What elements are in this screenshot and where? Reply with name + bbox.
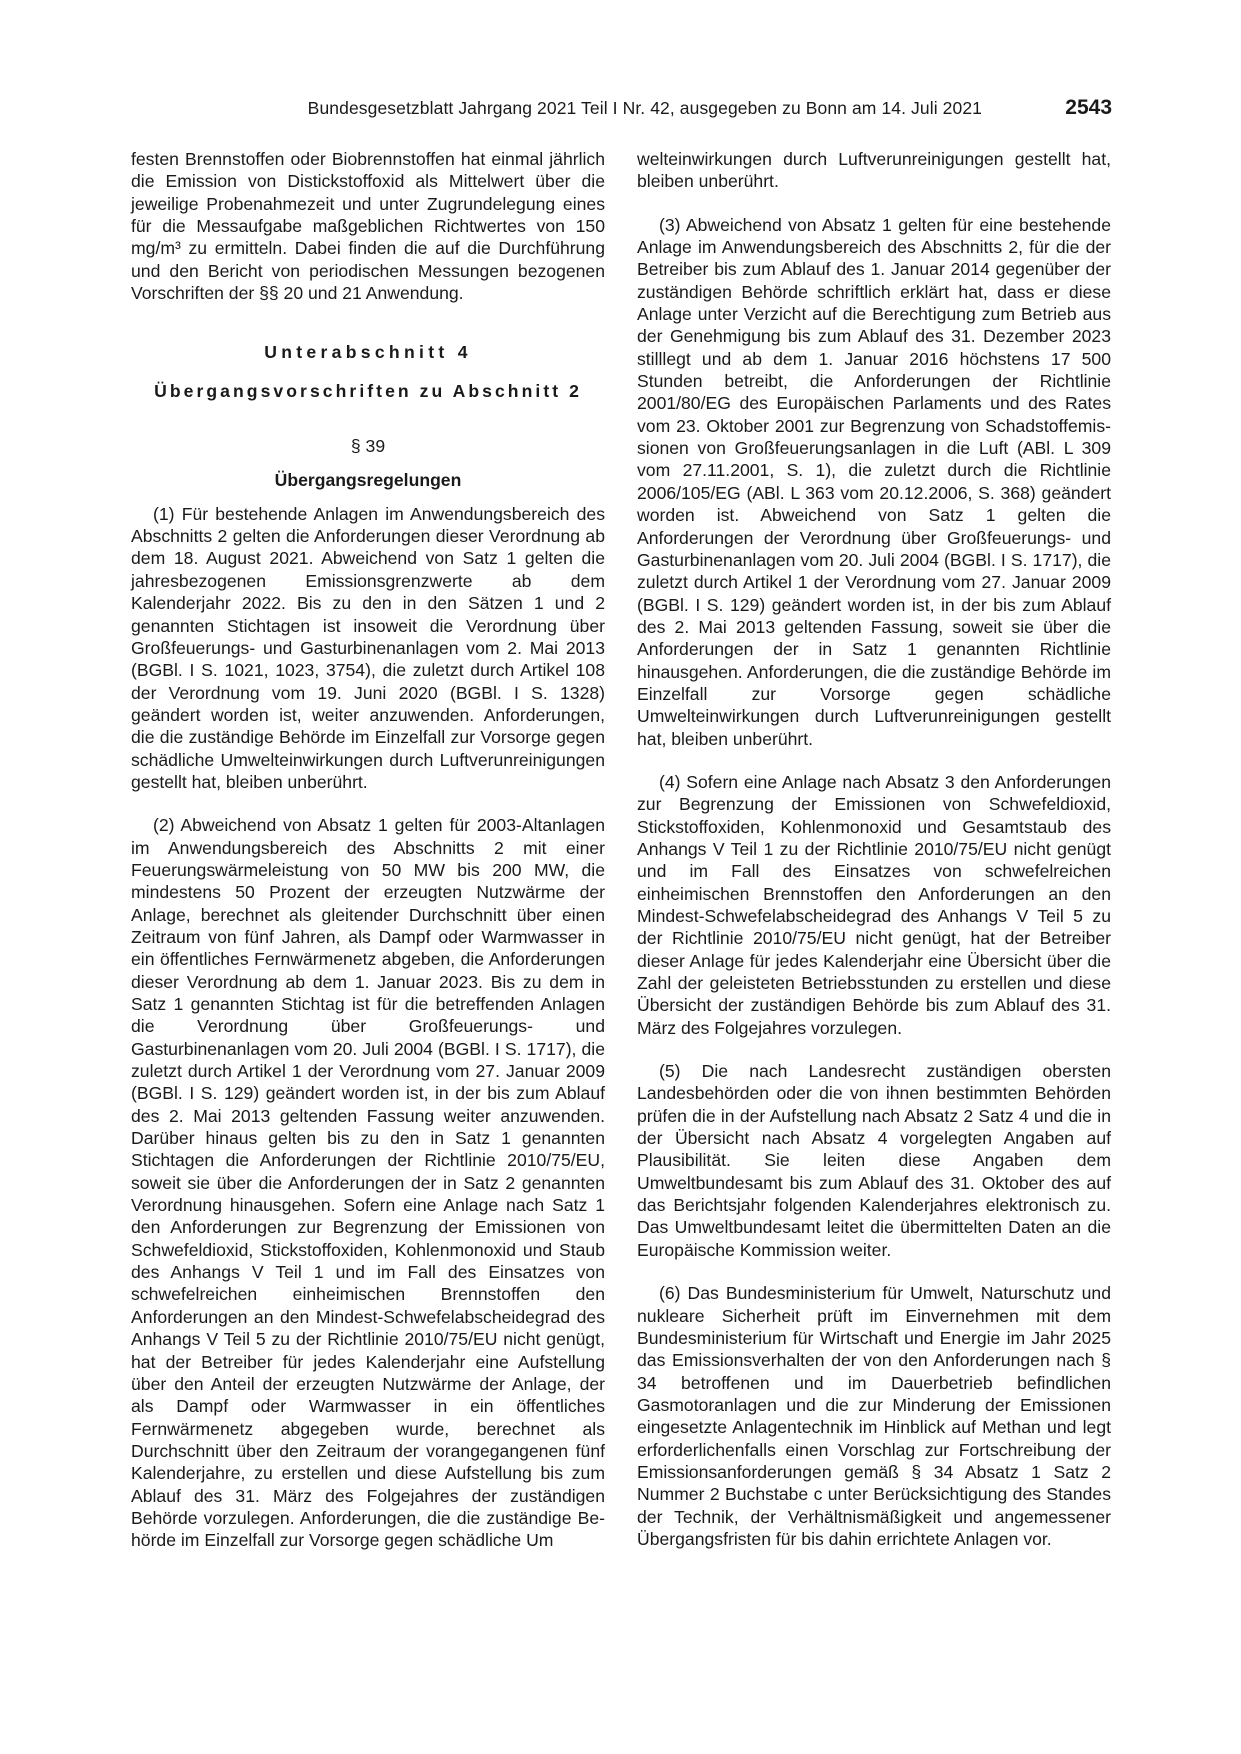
- section-title: Übergangsregelungen: [274, 470, 462, 491]
- paragraph-6: (6) Das Bundesministerium für Umwelt, Naturschutz und nukleare Sicherheit prüft im Einvernehmen mit dem Bundesministerium für Wirtschaft und Energie im Jahr 2025 das Emissionsverhalten der von den Anforderungen nach § 34 betroffenen und im Dauerbetrieb befindlichen Gasmotoranlagen und die zur Minderung der Emissionen eingesetzte Anlagentechnik im Hinblick auf Methan und legt erforderlichenfalls einen Vorschlag zur Fortschreibung der Emissionsanforderungen gemäß § 34 Absatz 1 Satz 2 Nummer 2 Buchstabe c unter Berücksichtigung des Standes der Technik, der Verhältnismäßigkeit und angemessener Übergangsfristen für bis dahin errichtete Anlagen vor.: [637, 1283, 1111, 1549]
- subsection-title: Unterabschnitt 4: [264, 342, 472, 363]
- continued-paragraph: welteinwirkungen durch Luftverunreinigungen gestellt hat, bleiben unberührt.: [637, 149, 1111, 192]
- subsection-subtitle: Übergangsvorschriften zu Abschnitt 2: [154, 380, 582, 401]
- paragraph-5: (5) Die nach Landesrecht zuständigen obersten Landesbehörden oder die von ihnen bestimmten Behörden prüfen die in der Aufstellung nach Absatz 2 Satz 4 und die in der Übersicht nach Absatz 4 vorgelegten Angaben auf Plausibilität. Sie leiten diese Angaben dem Umweltbundesamt bis zum Ablauf des 31. Oktober des auf das Berichtsjahr folgenden Kalenderjahres elektronisch zu. Das Umweltbundesamt leitet die übermittelten Daten an die Europäische Kommission weiter.: [637, 1061, 1111, 1260]
- left-column: [131, 148, 605, 1552]
- page-number: 2543: [1065, 96, 1112, 119]
- section-number: § 39: [350, 436, 386, 457]
- continued-paragraph: festen Brennstoffen oder Biobrennstoffen hat einmal jährlich die Emission von Distickstoffoxid als Mittelwert über die jeweilige Probenahmezeit und unter Zugrundelegung eines für die Messaufgabe maßgeblichen Richtwertes von 150 mg/m³ zu ermitteln. Dabei finden die auf die Durchführung und den Bericht von periodischen Messungen bezogenen Vorschriften der §§ 20 und 21 Anwendung.: [131, 149, 605, 304]
- right-column: [637, 148, 1111, 1550]
- paragraph-1: (1) Für bestehende Anlagen im Anwendungsbereich des Abschnitts 2 gelten die Anforderungen dieser Verordnung ab dem 18. August 2021. Abweichend von Satz 1 gelten die jahresbezogenen Emissionsgrenzwerte ab dem Kalenderjahr 2022. Bis zu den in den Sätzen 1 und 2 genannten Stichtagen ist insoweit die Verordnung über Großfeuerungs- und Gasturbinenanlagen vom 2. Mai 2013 (BGBl. I S. 1021, 1023, 3754), die zuletzt durch Artikel 108 der Verordnung vom 19. Juni 2020 (BGBl. I S. 1328) geändert worden ist, weiter anzuwenden. Anforderungen, die die zuständige Behörde im Einzelfall zur Vorsorge gegen schädliche Umwelteinwirkungen durch Luftverunreinigungen gestellt hat, bleiben unberührt.: [131, 503, 605, 792]
- paragraph-3: (3) Abweichend von Absatz 1 gelten für eine bestehende Anlage im Anwendungsbereich des Abschnitts 2, für die der Betreiber bis zum Ablauf des 1. Januar 2014 gegenüber der zuständigen Behörde schriftlich erklärt hat, dass er diese Anlage unter Verzicht auf die Berechtigung zum Betrieb aus der Genehmigung bis zum Ablauf des 31. Dezember 2023 stilllegt und ab dem 1. Januar 2016 höchstens 17 500 Stunden betreibt, die Anforderungen der Richtlinie 2001/80/EG des Europäischen Parlaments und des Rates vom 23. Oktober 2001 zur Begrenzung von Schadstoffemissionen von Großfeuerungsanlagen in die Luft (ABl. L 309 vom 27.11.2001, S. 1), die zuletzt durch die Richtlinie 2006/105/EG (ABl. L 363 vom 20.12.2006, S. 368) geändert worden ist. Abweichend von Satz 1 gelten die Anforderungen der Verordnung über Großfeuerungs- und Gasturbinenanlagen vom 20. Juli 2004 (BGBl. I S. 1717), die zuletzt durch Artikel 1 der Verordnung vom 27. Januar 2009 (BGBl. I S. 129) geändert worden ist, in der bis zum Ablauf des 2. Mai 2013 geltenden Fassung, soweit sie über die Anforderungen der in Satz 1 genannten Richtlinie hinausgehen. Anforderungen, die die zuständige Behörde im Einzelfall zur Vorsorge gegen schädliche Umwelteinwirkungen durch Luftverunreinigungen gestellt hat, bleiben unberührt.: [637, 214, 1111, 749]
- paragraph-4: (4) Sofern eine Anlage nach Absatz 3 den Anforderungen zur Begrenzung der Emissionen von Schwefeldioxid, Stickstoffoxiden, Kohlenmonoxid und Gesamtstaub des Anhangs V Teil 1 zu der Richtlinie 2010/75/EU nicht genügt und im Fall des Einsatzes von schwefelreichen einheimischen Brennstoffen den Anforderungen an den Mindest-Schwefelabscheidegrad des Anhangs V Teil 5 zu der Richtlinie 2010/75/EU nicht genügt, hat der Betreiber dieser Anlage für jedes Kalenderjahr eine Übersicht über die Zahl der geleisteten Betriebsstunden zu erstellen und diese Übersicht der zuständigen Behörde bis zum Ablauf des 31. März des Folgejahres vorzulegen.: [637, 771, 1111, 1038]
- running-header: [130, 98, 1112, 128]
- paragraph-2: (2) Abweichend von Absatz 1 gelten für 2003-Altanlagen im Anwendungsbereich des Abschnitts 2 mit einer Feuerungswärmeleistung von 50 MW bis 200 MW, die mindestens 50 Prozent der erzeugten Nutzwärme der Anlage, berechnet als gleitender Durchschnitt über einen Zeitraum von fünf Jahren, als Dampf oder Warmwasser in ein öffentliches Fernwärmenetz abgeben, die Anforderungen dieser Verordnung ab dem 1. Januar 2023. Bis zu dem in Satz 1 genannten Stichtag ist für die betreffenden Anlagen die Verordnung über Großfeuerungs- und Gasturbinenanlagen vom 20. Juli 2004 (BGBl. I S. 1717), die zuletzt durch Artikel 1 der Verordnung vom 27. Januar 2009 (BGBl. I S. 129) geändert worden ist, in der bis zum Ablauf des 2. Mai 2013 geltenden Fassung weiter anzuwenden. Darüber hinaus gelten bis zu den in Satz 1 genannten Stichtagen die Anforderungen der Richtlinie 2010/75/EU, soweit sie über die Anforderungen der in Satz 2 genannten Verordnung hinausgehen. Sofern eine Anlage nach Satz 1 den Anforderungen zur Begrenzung der Emissionen von Schwefeldioxid, Stickstoffoxiden, Kohlenmonoxid und Staub des Anhangs V Teil 1 und im Fall des Einsatzes von schwefelreichen einheimischen Brennstoffen den Anforderungen an den Mindest-Schwefelabscheidegrad des Anhangs V Teil 5 zu der Richtlinie 2010/75/EU nicht genügt, hat der Betreiber für jedes Kalenderjahr eine Aufstellung über den Anteil der erzeugten Nutzwärme der Anlage, der als Dampf oder Warmwasser in ein öffentliches Fernwärmenetz abgegeben wurde, berechnet als Durchschnitt über den Zeitraum der vorangegangenen fünf Kalenderjahre, zu erstellen und diese Aufstellung bis zum Ablauf des 31. März des Folgejahres der zuständigen Behörde vorzulegen. Anforderungen, die die zuständige Behörde im Einzelfall zur Vorsorge gegen schädliche Um: [131, 815, 605, 1551]
- header-title: Bundesgesetzblatt Jahrgang 2021 Teil I Nr. 42, ausgegeben zu Bonn am 14. Juli 2021: [307, 98, 982, 118]
